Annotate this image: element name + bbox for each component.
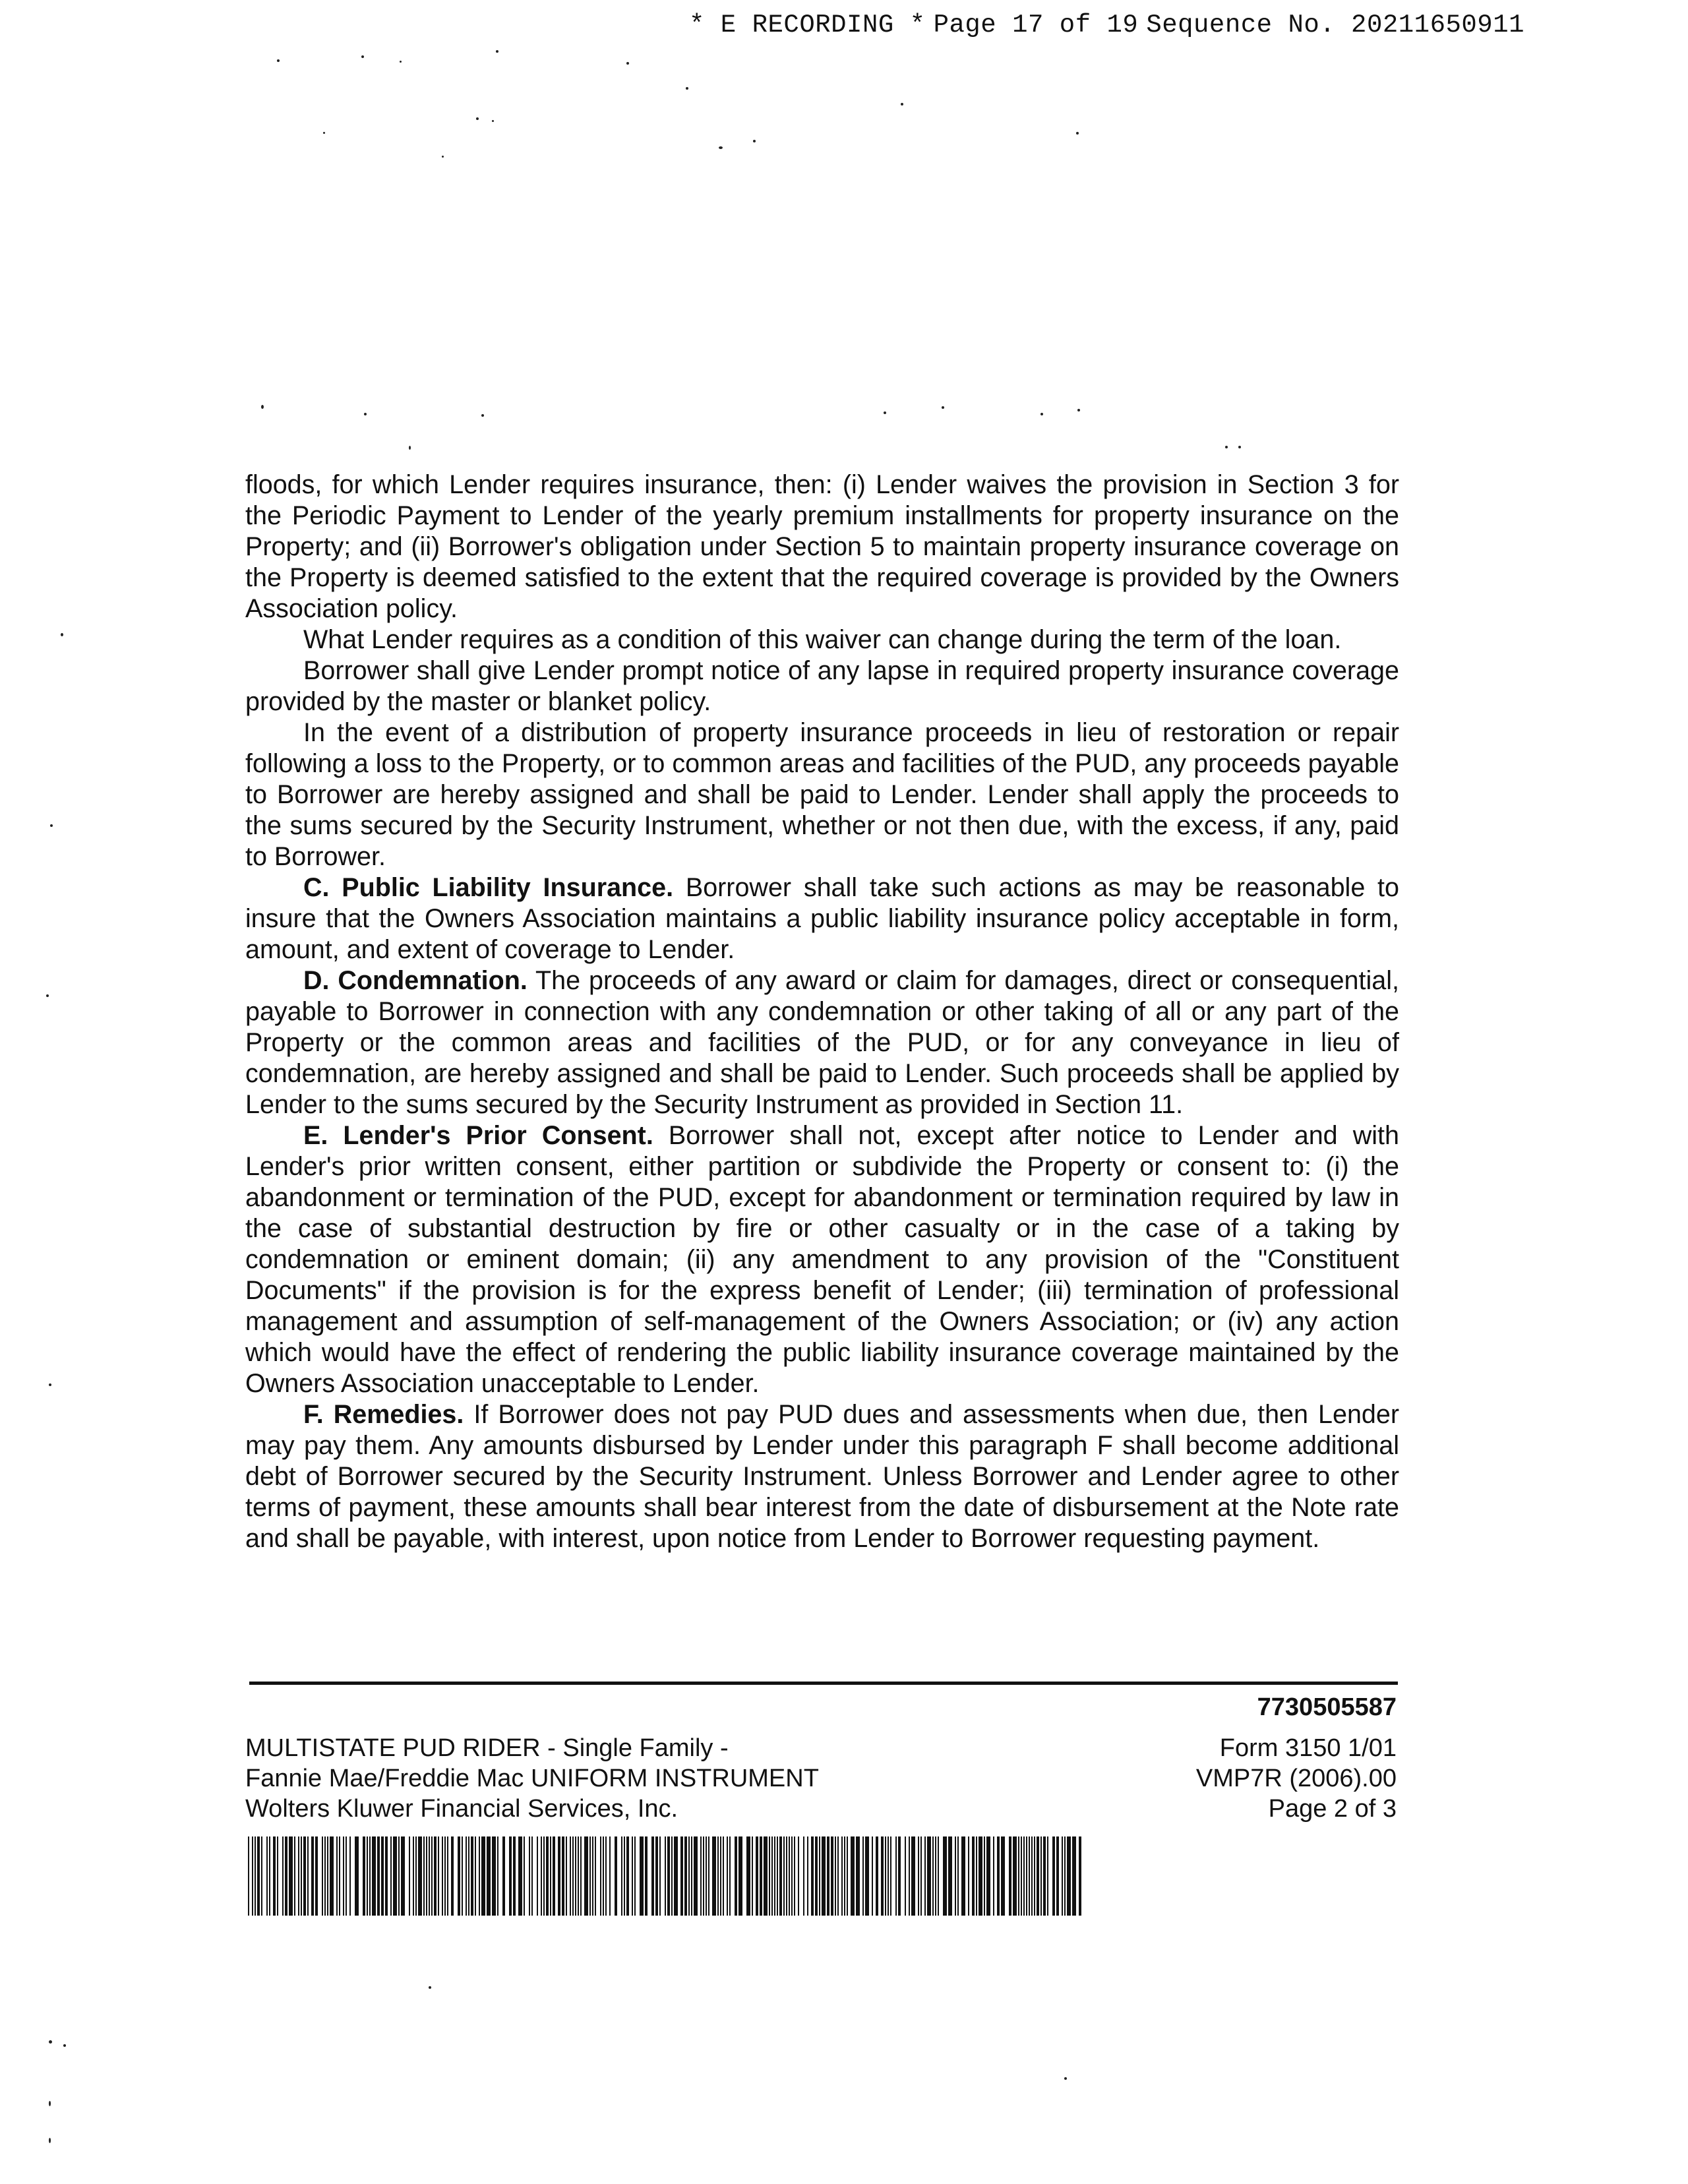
scan-speck [63, 2044, 66, 2047]
scan-speck [481, 414, 484, 417]
scan-speck [942, 406, 944, 409]
scan-speck [1076, 132, 1079, 135]
section-f-remedies [245, 1399, 1399, 1554]
scan-speck [719, 146, 723, 149]
scan-speck [61, 633, 63, 636]
scan-speck [1040, 413, 1043, 415]
recording-label: * E RECORDING * [689, 11, 926, 40]
footer-form-number: Form 3150 1/01 [1219, 1734, 1397, 1762]
scan-speck [400, 61, 402, 63]
section-d-condemnation [245, 965, 1399, 1120]
scan-speck [409, 446, 411, 450]
scan-speck [753, 140, 756, 142]
footer-form-title [245, 1733, 971, 1824]
footer-title-line1: MULTISTATE PUD RIDER - Single Family - [245, 1734, 729, 1762]
loan-number: 7730505587 [1257, 1693, 1397, 1721]
recording-sequence: Sequence No. 20211650911 [1146, 11, 1525, 40]
scan-speck [1225, 446, 1228, 448]
section-f-text: If Borrower does not pay PUD dues and assessments when due, then Lender may pay them. Any amounts disbursed by Lender under this paragraph F shall become additional debt of Borrower secured by the Security Instrument. Unless Borrower and Lender agree to other terms of payment, these amounts shall bear interest from the date of disbursement at the Note rate and shall be payable, with interest, upon notice from Lender to Borrower requesting payment. [245, 1400, 1400, 1553]
section-d-text: The proceeds of any award or claim for damages, direct or consequential, payable to Borrower in connection with any condemnation or other taking of all or any part of the Property or the common areas and facilities of the PUD, or for any conveyance in lieu of condemnation, are hereby assigned and shall be paid to Lender. Such proceeds shall be applied by Lender to the sums secured by the Security Instrument as provided in Section 11. [245, 966, 1399, 1119]
scan-speck [492, 120, 494, 122]
scan-speck [49, 1383, 51, 1386]
recording-header [689, 11, 1632, 40]
paragraph-floods: floods, for which Lender requires insurance, then: (i) Lender waives the provision in Section 3 for the Periodic Payment to Lender of the yearly premium installments for property insurance on the Property; and (ii) Borrower's obligation under Section 5 to maintain property insurance coverage on the Property is deemed satisfied to the extent that the required coverage is provided by the Owners Association policy. [245, 470, 1399, 623]
paragraph-waiver-change: What Lender requires as a condition of this waiver can change during the term of the loan. [303, 625, 1342, 654]
recording-page-info: Page 17 of 19 [933, 11, 1139, 40]
footer-form-info [1055, 1733, 1397, 1824]
scan-speck [50, 824, 53, 827]
scan-speck [277, 59, 280, 62]
footer-title-line3: Wolters Kluwer Financial Services, Inc. [245, 1795, 678, 1823]
scan-speck [442, 156, 444, 158]
scan-speck [361, 55, 364, 58]
scan-speck [884, 411, 886, 414]
scan-speck [364, 413, 367, 415]
section-c-public-liability [245, 872, 1399, 965]
scan-speck [686, 87, 688, 90]
section-c-text: Borrower shall take such actions as may be reasonable to insure that the Owners Association maintains a public liability insurance policy acceptable in form, amount, and extent of coverage to Lender. [245, 873, 1399, 964]
scan-speck [626, 62, 629, 65]
scan-speck [323, 132, 325, 134]
section-c-heading: C. Public Liability Insurance. [303, 873, 674, 902]
scan-speck [261, 405, 264, 409]
scan-speck [476, 117, 479, 120]
footer-page-number: Page 2 of 3 [1268, 1795, 1397, 1823]
scan-speck [1077, 409, 1080, 411]
paragraph-distribution: In the event of a distribution of property insurance proceeds in lieu of restoration or repair following a loss to the Property, or to common areas and facilities of the PUD, any proceeds payable to Borrower are hereby assigned and shall be paid to Lender. Lender shall apply the proceeds to the sums secured by the Security Instrument, whether or not then due, with the excess, if any, paid to Borrower. [245, 718, 1399, 871]
section-e-heading: E. Lender's Prior Consent. [303, 1121, 653, 1150]
footer-title-line2: Fannie Mae/Freddie Mac UNIFORM INSTRUMENT [245, 1765, 819, 1792]
rider-body-text [245, 470, 1399, 1554]
paragraph-lapse-notice: Borrower shall give Lender prompt notice of any lapse in required property insurance coverage provided by the master or blanket policy. [245, 656, 1399, 716]
section-f-heading: F. Remedies. [303, 1400, 464, 1429]
scan-speck [901, 103, 903, 106]
scan-speck [1064, 2077, 1067, 2080]
scan-speck [49, 2101, 51, 2106]
section-e-prior-consent [245, 1120, 1399, 1399]
scan-speck [49, 2040, 52, 2044]
scan-speck [429, 1986, 431, 1989]
scan-speck [1238, 446, 1241, 448]
barcode [248, 1836, 1081, 1916]
scan-speck [46, 994, 49, 997]
footer-divider [249, 1682, 1398, 1685]
scan-speck [496, 50, 498, 53]
section-e-text: Borrower shall not, except after notice to Lender and with Lender's prior written consent, either partition or subdivide the Property or consent to: (i) the abandonment or termination of the PUD, except for abandonment or termination required by law in the case of substantial destruction by fire or other casualty or in the case of a taking by condemnation or eminent domain; (ii) any amendment to any provision of the "Constituent Documents" if the provision is for the express benefit of Lender; (iii) termination of professional management and assumption of self-management of the Owners Association; or (iv) any action which would have the effect of rendering the public liability insurance coverage maintained by the Owners Association unacceptable to Lender. [245, 1121, 1399, 1398]
scan-speck [49, 2138, 51, 2143]
footer-vmp-code: VMP7R (2006).00 [1195, 1765, 1397, 1792]
section-d-heading: D. Condemnation. [303, 966, 528, 995]
